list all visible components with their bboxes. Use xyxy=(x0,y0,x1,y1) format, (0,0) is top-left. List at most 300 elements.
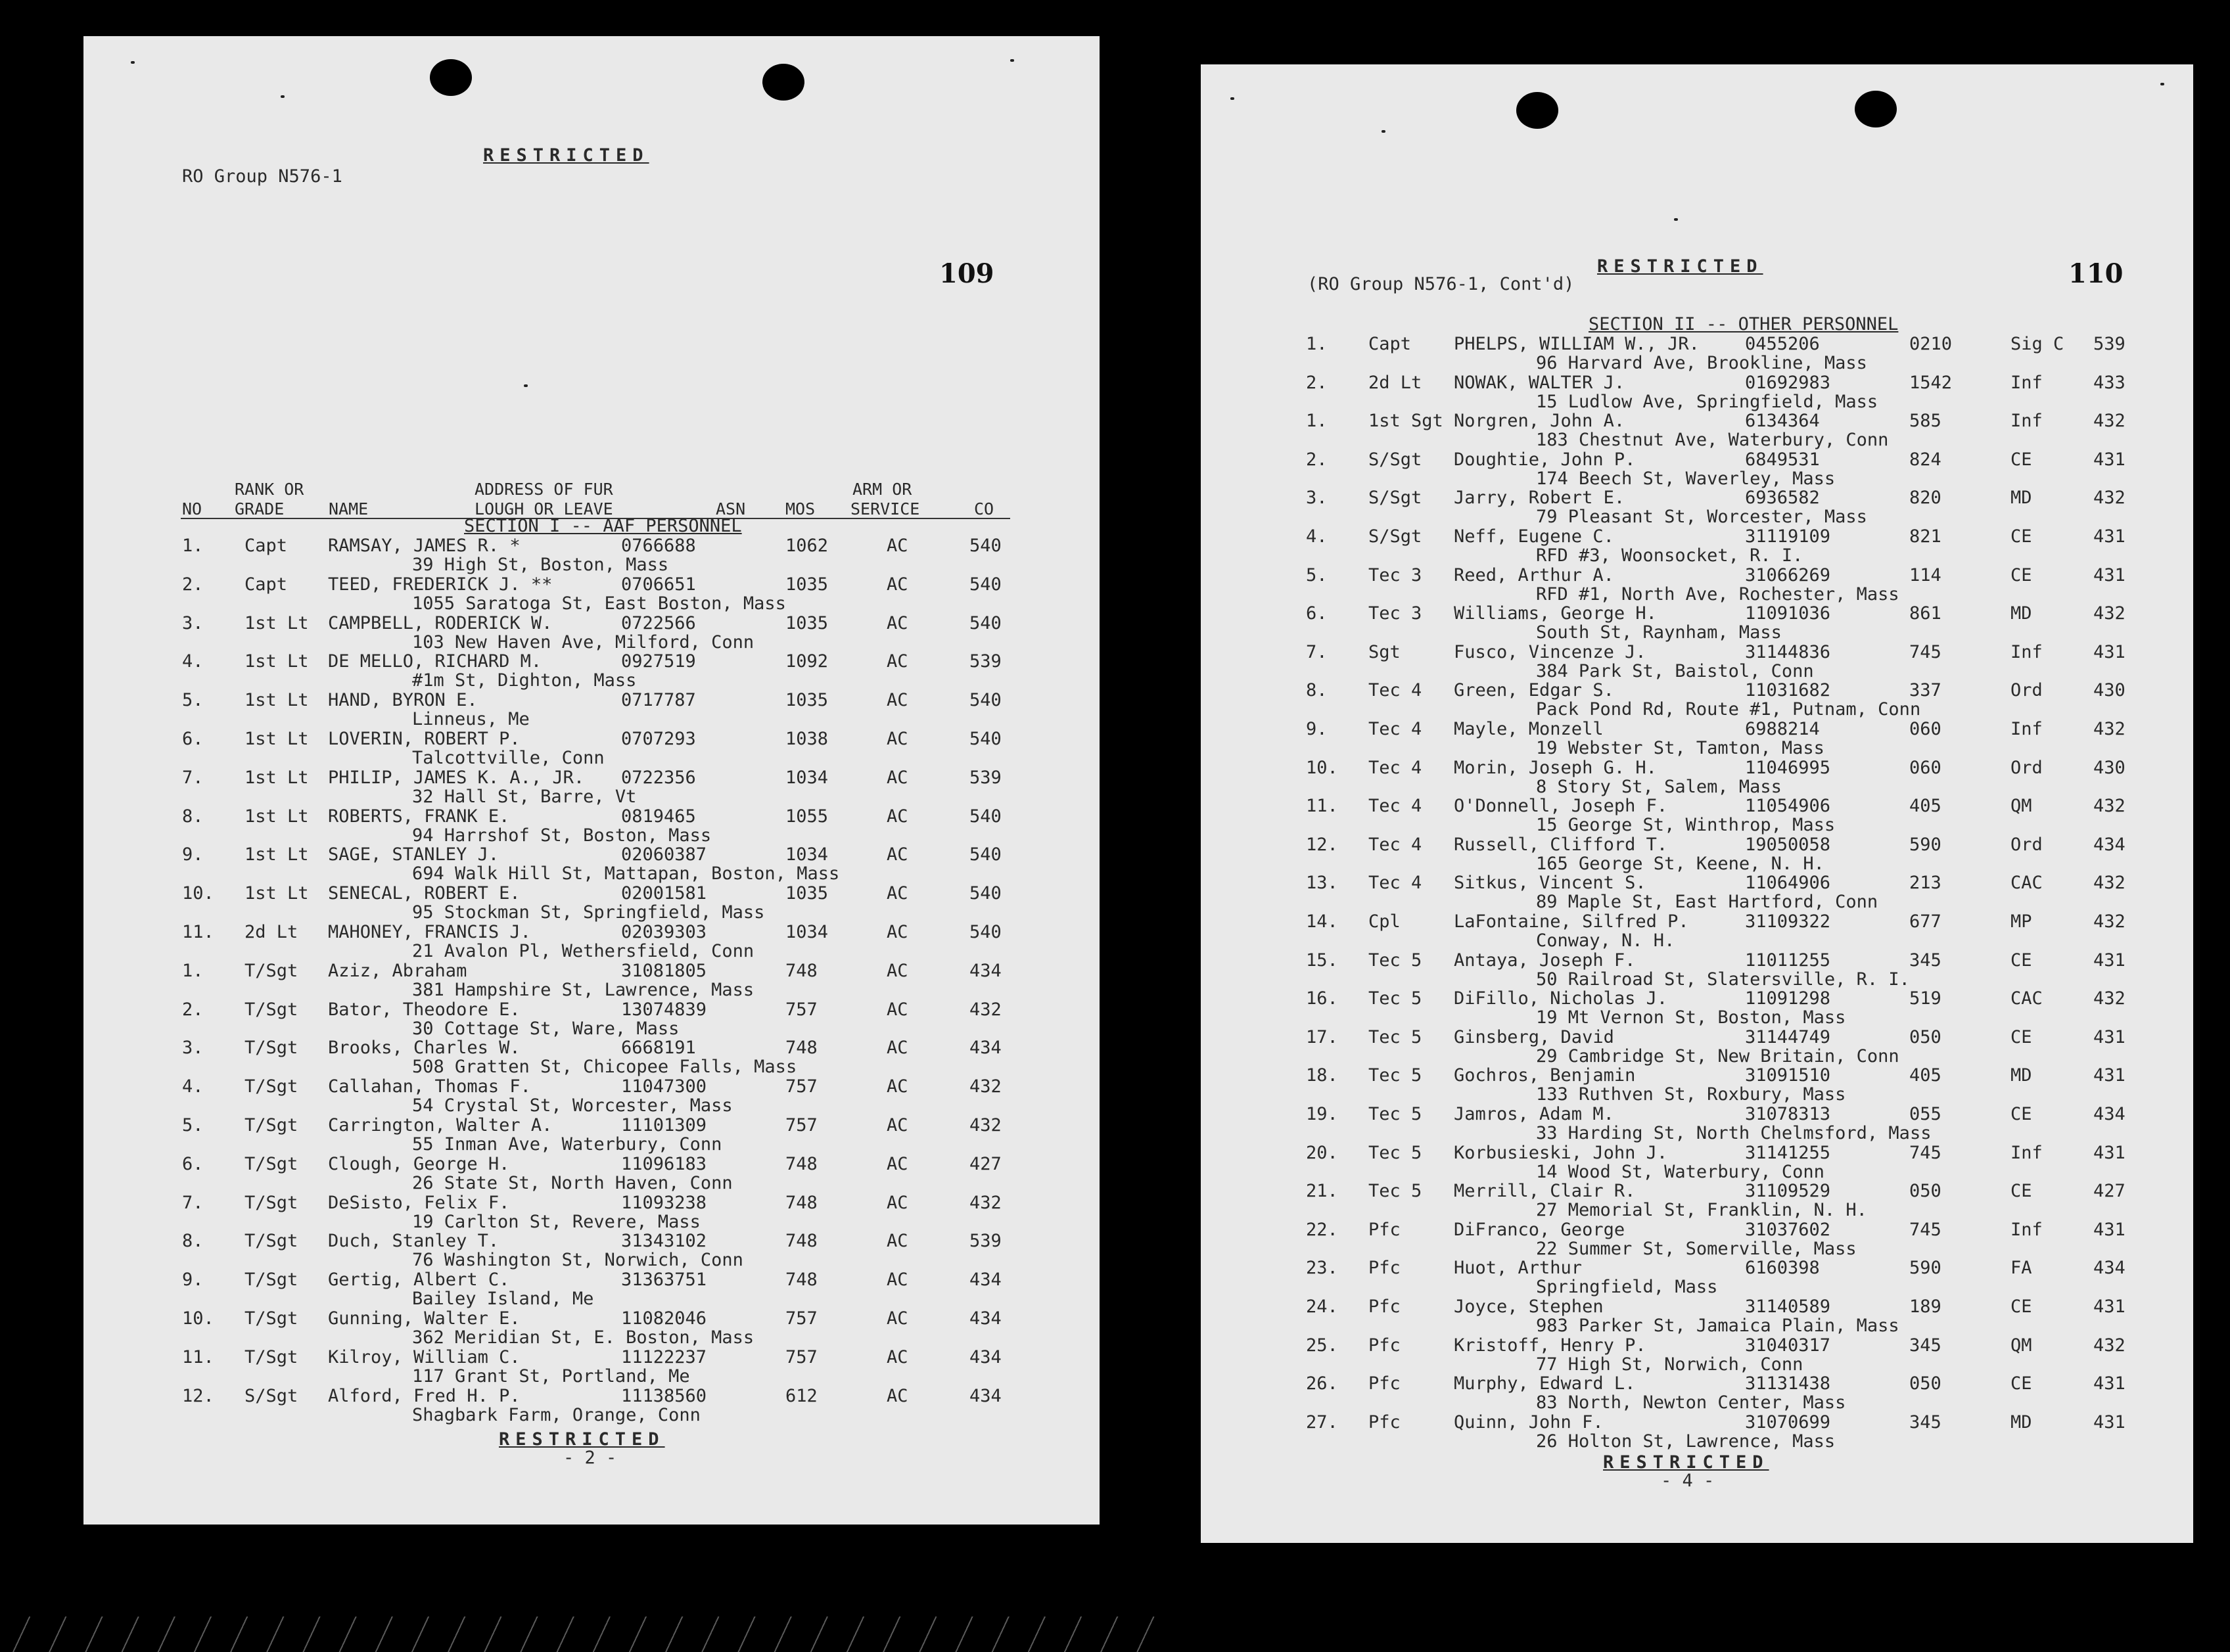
row-rank: S/Sgt xyxy=(244,1385,298,1406)
row-number: 3. xyxy=(182,612,204,633)
row-rank: Pfc xyxy=(1368,1219,1401,1240)
row-asn: 31131438 xyxy=(1745,1373,1831,1394)
row-address: Talcottville, Conn xyxy=(412,748,605,768)
row-address: 95 Stockman St, Springfield, Mass xyxy=(412,902,765,923)
row-asn: 31066269 xyxy=(1745,564,1831,585)
row-company: 539 xyxy=(969,651,1002,672)
row-name: Ginsberg, David xyxy=(1454,1026,1614,1047)
row-rank: Pfc xyxy=(1368,1296,1401,1317)
row-address: 103 New Haven Ave, Milford, Conn xyxy=(412,631,755,653)
row-number: 7. xyxy=(182,767,204,788)
row-number: 27. xyxy=(1306,1411,1338,1433)
row-mos: 757 xyxy=(785,1346,818,1367)
row-company: 540 xyxy=(969,844,1002,865)
row-name: Gochros, Benjamin xyxy=(1454,1065,1636,1086)
row-rank: T/Sgt xyxy=(244,960,298,981)
row-arm-service: Inf xyxy=(2010,1142,2043,1163)
row-address: 15 George St, Winthrop, Mass xyxy=(1536,815,1836,836)
row-address: 19 Mt Vernon St, Boston, Mass xyxy=(1536,1007,1846,1028)
row-rank: Tec 4 xyxy=(1368,757,1422,778)
row-address: Pack Pond Rd, Route #1, Putnam, Conn xyxy=(1536,699,1921,720)
row-rank: Tec 4 xyxy=(1368,719,1422,739)
row-name: Norgren, John A. xyxy=(1454,411,1625,432)
row-rank: 1st Lt xyxy=(244,690,309,711)
row-name: Doughtie, John P. xyxy=(1454,449,1636,470)
row-asn: 0722356 xyxy=(621,767,696,788)
row-mos: 1038 xyxy=(785,729,829,749)
row-address: Springfield, Mass xyxy=(1536,1277,1718,1298)
row-address: 83 North, Newton Center, Mass xyxy=(1536,1392,1846,1413)
row-number: 5. xyxy=(182,1115,204,1136)
row-asn: 11138560 xyxy=(621,1385,707,1406)
row-mos: 745 xyxy=(1909,1219,1941,1240)
row-address: Linneus, Me xyxy=(412,709,530,730)
row-address: 55 Inman Ave, Waterbury, Conn xyxy=(412,1134,722,1155)
row-address: 79 Pleasant St, Worcester, Mass xyxy=(1536,507,1867,528)
row-company: 433 xyxy=(2093,372,2125,393)
row-asn: 11093238 xyxy=(621,1192,707,1213)
row-asn: 6668191 xyxy=(621,1038,696,1059)
row-arm-service: AC xyxy=(887,690,908,711)
row-asn: 11096183 xyxy=(621,1153,707,1174)
row-rank: T/Sgt xyxy=(244,1231,298,1252)
row-mos: 820 xyxy=(1909,488,1941,509)
row-arm-service: CE xyxy=(2010,1104,2032,1124)
row-arm-service: MD xyxy=(2010,1411,2032,1433)
row-address: 21 Avalon Pl, Wethersfield, Conn xyxy=(412,941,755,961)
row-name: Morin, Joseph G. H. xyxy=(1454,757,1657,778)
row-rank: Pfc xyxy=(1368,1411,1401,1433)
row-number: 23. xyxy=(1306,1258,1338,1279)
row-company: 432 xyxy=(2093,1335,2125,1356)
row-mos: 861 xyxy=(1909,603,1941,624)
row-name: Williams, George H. xyxy=(1454,603,1657,624)
col-address-line2: LOUGH OR LEAVE xyxy=(475,499,613,518)
row-name: Duch, Stanley T. xyxy=(328,1231,499,1252)
row-name: Aziz, Abraham xyxy=(328,960,467,981)
row-asn: 31091510 xyxy=(1745,1065,1831,1086)
film-edge-scratches xyxy=(0,1617,1157,1652)
speck xyxy=(1230,97,1234,100)
row-company: 540 xyxy=(969,536,1002,556)
row-company: 539 xyxy=(969,1231,1002,1252)
row-address: 19 Webster St, Tamton, Mass xyxy=(1536,738,1824,758)
row-mos: 114 xyxy=(1909,564,1941,585)
row-company: 432 xyxy=(969,1076,1002,1097)
col-mos: MOS xyxy=(785,499,816,518)
row-rank: 1st Lt xyxy=(244,883,309,904)
col-address-line1: ADDRESS OF FUR xyxy=(475,480,613,499)
row-rank: Pfc xyxy=(1368,1373,1401,1394)
document-page-left xyxy=(83,36,1100,1525)
row-number: 20. xyxy=(1306,1142,1338,1163)
row-name: Alford, Fred H. P. xyxy=(328,1385,521,1406)
row-address: 33 Harding St, North Chelmsford, Mass xyxy=(1536,1123,1932,1143)
row-address: 94 Harrshof St, Boston, Mass xyxy=(412,825,712,846)
row-rank: T/Sgt xyxy=(244,1270,298,1291)
row-asn: 31037602 xyxy=(1745,1219,1831,1240)
row-arm-service: Inf xyxy=(2010,1219,2043,1240)
footer-restricted: RESTRICTED xyxy=(1603,1452,1769,1473)
row-address: 362 Meridian St, E. Boston, Mass xyxy=(412,1327,755,1348)
row-company: 540 xyxy=(969,574,1002,595)
row-rank: Tec 5 xyxy=(1368,1065,1422,1086)
row-name: Gertig, Albert C. xyxy=(328,1270,510,1291)
row-arm-service: Sig C xyxy=(2010,334,2064,354)
row-asn: 31144749 xyxy=(1745,1026,1831,1047)
row-mos: 757 xyxy=(785,1076,818,1097)
row-mos: 748 xyxy=(785,1231,818,1252)
row-company: 434 xyxy=(969,1270,1002,1291)
row-number: 4. xyxy=(182,651,204,672)
section-title: SECTION I -- AAF PERSONNEL xyxy=(464,516,742,536)
row-mos: 1055 xyxy=(785,806,829,827)
page-number: 110 xyxy=(2068,258,2124,289)
row-address: 14 Wood St, Waterbury, Conn xyxy=(1536,1161,1824,1182)
row-number: 16. xyxy=(1306,988,1338,1009)
row-number: 8. xyxy=(182,1231,204,1252)
row-rank: Tec 4 xyxy=(1368,834,1422,855)
row-number: 1. xyxy=(1306,334,1328,354)
row-arm-service: AC xyxy=(887,574,908,595)
row-rank: 1st Lt xyxy=(244,806,309,827)
row-name: Antaya, Joseph F. xyxy=(1454,950,1636,971)
row-asn: 31109322 xyxy=(1745,911,1831,932)
row-number: 11. xyxy=(182,922,214,942)
row-name: CAMPBELL, RODERICK W. xyxy=(328,612,553,633)
row-address: 15 Ludlow Ave, Springfield, Mass xyxy=(1536,391,1878,412)
row-address: 30 Cottage St, Ware, Mass xyxy=(412,1018,680,1039)
row-asn: 0717787 xyxy=(621,690,696,711)
speck xyxy=(281,95,285,98)
row-number: 17. xyxy=(1306,1026,1338,1047)
row-number: 2. xyxy=(1306,372,1328,393)
row-asn: 11047300 xyxy=(621,1076,707,1097)
row-arm-service: CE xyxy=(2010,1026,2032,1047)
row-asn: 11101309 xyxy=(621,1115,707,1136)
row-arm-service: AC xyxy=(887,806,908,827)
row-name: Fusco, Vincenze J. xyxy=(1454,641,1646,662)
row-asn: 02001581 xyxy=(621,883,707,904)
row-company: 431 xyxy=(2093,1065,2125,1086)
row-company: 434 xyxy=(969,1346,1002,1367)
row-arm-service: CAC xyxy=(2010,873,2043,894)
row-mos: 1035 xyxy=(785,690,829,711)
row-asn: 6988214 xyxy=(1745,719,1820,739)
row-address: 54 Crystal St, Worcester, Mass xyxy=(412,1095,733,1116)
row-address: #1m St, Dighton, Mass xyxy=(412,670,637,691)
row-asn: 11064906 xyxy=(1745,873,1831,894)
row-arm-service: MP xyxy=(2010,911,2032,932)
row-arm-service: Ord xyxy=(2010,680,2043,701)
row-mos: 590 xyxy=(1909,834,1941,855)
row-name: Russell, Clifford T. xyxy=(1454,834,1668,855)
row-company: 427 xyxy=(2093,1181,2125,1202)
row-company: 432 xyxy=(2093,796,2125,817)
row-rank: T/Sgt xyxy=(244,1192,298,1213)
speck xyxy=(1382,130,1385,133)
row-mos: 757 xyxy=(785,999,818,1020)
row-address: 29 Cambridge St, New Britain, Conn xyxy=(1536,1045,1899,1067)
row-name: Korbusieski, John J. xyxy=(1454,1142,1668,1163)
row-address: Bailey Island, Me xyxy=(412,1289,594,1310)
row-company: 431 xyxy=(2093,1411,2125,1433)
row-arm-service: AC xyxy=(887,651,908,672)
row-asn: 11091036 xyxy=(1745,603,1831,624)
row-asn: 11091298 xyxy=(1745,988,1831,1009)
row-mos: 821 xyxy=(1909,526,1941,547)
row-mos: 0210 xyxy=(1909,334,1953,354)
row-rank: 2d Lt xyxy=(244,922,298,942)
row-company: 432 xyxy=(2093,719,2125,739)
row-name: Gunning, Walter E. xyxy=(328,1308,521,1329)
row-company: 434 xyxy=(2093,834,2125,855)
row-address: 1055 Saratoga St, East Boston, Mass xyxy=(412,593,786,614)
row-arm-service: AC xyxy=(887,1153,908,1174)
footer-restricted: RESTRICTED xyxy=(499,1429,665,1450)
row-rank: Tec 3 xyxy=(1368,564,1422,585)
row-mos: 745 xyxy=(1909,641,1941,662)
row-rank: T/Sgt xyxy=(244,1038,298,1059)
row-asn: 6936582 xyxy=(1745,488,1820,509)
row-arm-service: AC xyxy=(887,960,908,981)
row-address: 183 Chestnut Ave, Waterbury, Conn xyxy=(1536,430,1889,451)
row-mos: 748 xyxy=(785,960,818,981)
row-mos: 1034 xyxy=(785,767,829,788)
row-name: ROBERTS, FRANK E. xyxy=(328,806,510,827)
row-arm-service: Inf xyxy=(2010,719,2043,739)
row-mos: 060 xyxy=(1909,757,1941,778)
row-mos: 1092 xyxy=(785,651,829,672)
row-name: Murphy, Edward L. xyxy=(1454,1373,1636,1394)
row-arm-service: AC xyxy=(887,1346,908,1367)
row-company: 432 xyxy=(2093,988,2125,1009)
row-number: 12. xyxy=(1306,834,1338,855)
speck xyxy=(524,384,528,387)
row-asn: 0455206 xyxy=(1745,334,1820,354)
row-name: PHELPS, WILLIAM W., JR. xyxy=(1454,334,1700,354)
row-asn: 31141255 xyxy=(1745,1142,1831,1163)
row-number: 6. xyxy=(182,729,204,749)
row-mos: 748 xyxy=(785,1038,818,1059)
row-asn: 31081805 xyxy=(621,960,707,981)
row-number: 26. xyxy=(1306,1373,1338,1394)
row-rank: T/Sgt xyxy=(244,1115,298,1136)
punch-hole xyxy=(430,59,472,96)
row-company: 432 xyxy=(2093,603,2125,624)
row-arm-service: QM xyxy=(2010,796,2032,817)
row-mos: 677 xyxy=(1909,911,1941,932)
row-asn: 01692983 xyxy=(1745,372,1831,393)
row-number: 10. xyxy=(182,883,214,904)
row-company: 540 xyxy=(969,883,1002,904)
row-arm-service: MD xyxy=(2010,488,2032,509)
row-mos: 612 xyxy=(785,1385,818,1406)
row-company: 430 xyxy=(2093,680,2125,701)
row-asn: 19050058 xyxy=(1745,834,1831,855)
row-name: Carrington, Walter A. xyxy=(328,1115,553,1136)
row-asn: 31119109 xyxy=(1745,526,1831,547)
row-arm-service: AC xyxy=(887,612,908,633)
row-rank: 1st Lt xyxy=(244,729,309,749)
row-name: LOVERIN, ROBERT P. xyxy=(328,729,521,749)
row-mos: 337 xyxy=(1909,680,1941,701)
row-company: 540 xyxy=(969,729,1002,749)
row-number: 3. xyxy=(1306,488,1328,509)
row-asn: 0766688 xyxy=(621,536,696,556)
row-company: 432 xyxy=(2093,488,2125,509)
row-arm-service: CE xyxy=(2010,449,2032,470)
row-asn: 31140589 xyxy=(1745,1296,1831,1317)
row-name: DeSisto, Felix F. xyxy=(328,1192,510,1213)
row-rank: 1st Lt xyxy=(244,612,309,633)
speck xyxy=(1010,59,1014,62)
row-number: 21. xyxy=(1306,1181,1338,1202)
row-number: 9. xyxy=(182,844,204,865)
row-company: 432 xyxy=(2093,873,2125,894)
row-mos: 1034 xyxy=(785,844,829,865)
row-number: 9. xyxy=(182,1270,204,1291)
row-number: 7. xyxy=(1306,641,1328,662)
row-arm-service: AC xyxy=(887,1308,908,1329)
row-arm-service: AC xyxy=(887,1192,908,1213)
row-number: 1. xyxy=(182,960,204,981)
row-name: Green, Edgar S. xyxy=(1454,680,1614,701)
speck xyxy=(1674,218,1678,221)
row-asn: 11122237 xyxy=(621,1346,707,1367)
row-name: Callahan, Thomas F. xyxy=(328,1076,531,1097)
row-company: 431 xyxy=(2093,564,2125,585)
row-arm-service: AC xyxy=(887,1038,908,1059)
row-company: 430 xyxy=(2093,757,2125,778)
row-number: 11. xyxy=(1306,796,1338,817)
row-name: SAGE, STANLEY J. xyxy=(328,844,499,865)
row-name: Mayle, Monzell xyxy=(1454,719,1604,739)
row-mos: 405 xyxy=(1909,1065,1941,1086)
row-arm-service: MD xyxy=(2010,1065,2032,1086)
row-asn: 0819465 xyxy=(621,806,696,827)
row-asn: 11082046 xyxy=(621,1308,707,1329)
row-rank: 1st Lt xyxy=(244,651,309,672)
row-name: Kristoff, Henry P. xyxy=(1454,1335,1646,1356)
col-no: NO xyxy=(182,499,202,518)
row-number: 12. xyxy=(182,1385,214,1406)
row-address: 50 Railroad St, Slatersville, R. I. xyxy=(1536,969,1910,990)
row-number: 1. xyxy=(182,536,204,556)
row-address: 133 Ruthven St, Roxbury, Mass xyxy=(1536,1084,1846,1105)
row-company: 431 xyxy=(2093,1142,2125,1163)
row-mos: 1035 xyxy=(785,612,829,633)
row-number: 10. xyxy=(182,1308,214,1329)
row-mos: 1035 xyxy=(785,574,829,595)
row-asn: 31343102 xyxy=(621,1231,707,1252)
row-number: 3. xyxy=(182,1038,204,1059)
row-asn: 31109529 xyxy=(1745,1181,1831,1202)
row-name: TEED, FREDERICK J. ** xyxy=(328,574,553,595)
row-rank: T/Sgt xyxy=(244,1153,298,1174)
row-name: HAND, BYRON E. xyxy=(328,690,478,711)
row-name: SENECAL, ROBERT E. xyxy=(328,883,521,904)
row-rank: Tec 5 xyxy=(1368,1142,1422,1163)
row-company: 539 xyxy=(969,767,1002,788)
row-arm-service: AC xyxy=(887,922,908,942)
row-rank: S/Sgt xyxy=(1368,526,1422,547)
col-arm-line2: SERVICE xyxy=(850,499,920,518)
row-rank: S/Sgt xyxy=(1368,449,1422,470)
row-rank: Tec 4 xyxy=(1368,873,1422,894)
section-title: SECTION II -- OTHER PERSONNEL xyxy=(1589,314,1899,334)
row-rank: Sgt xyxy=(1368,641,1401,662)
row-number: 9. xyxy=(1306,719,1328,739)
row-address: RFD #3, Woonsocket, R. I. xyxy=(1536,545,1803,566)
row-arm-service: CE xyxy=(2010,1373,2032,1394)
row-asn: 31078313 xyxy=(1745,1104,1831,1124)
row-address: 89 Maple St, East Hartford, Conn xyxy=(1536,892,1878,913)
row-number: 4. xyxy=(182,1076,204,1097)
row-arm-service: AC xyxy=(887,1115,908,1136)
punch-hole xyxy=(1516,92,1558,129)
row-mos: 748 xyxy=(785,1153,818,1174)
row-number: 7. xyxy=(182,1192,204,1213)
row-name: Quinn, John F. xyxy=(1454,1411,1604,1433)
row-asn: 31040317 xyxy=(1745,1335,1831,1356)
row-rank: 2d Lt xyxy=(1368,372,1422,393)
row-mos: 1062 xyxy=(785,536,829,556)
row-company: 432 xyxy=(2093,411,2125,432)
row-number: 22. xyxy=(1306,1219,1338,1240)
row-arm-service: Inf xyxy=(2010,641,2043,662)
row-name: Neff, Eugene C. xyxy=(1454,526,1614,547)
row-rank: T/Sgt xyxy=(244,999,298,1020)
row-mos: 824 xyxy=(1909,449,1941,470)
row-rank: Tec 5 xyxy=(1368,1104,1422,1124)
col-co: CO xyxy=(974,499,994,518)
row-address: 174 Beech St, Waverley, Mass xyxy=(1536,468,1836,489)
row-name: DiFranco, George xyxy=(1454,1219,1625,1240)
header-restricted: RESTRICTED xyxy=(483,145,649,166)
row-address: Conway, N. H. xyxy=(1536,930,1675,951)
row-address: 26 State St, North Haven, Conn xyxy=(412,1172,733,1193)
row-name: Clough, George H. xyxy=(328,1153,510,1174)
row-address: 27 Memorial St, Franklin, N. H. xyxy=(1536,1200,1867,1221)
row-name: Merrill, Clair R. xyxy=(1454,1181,1636,1202)
row-rank: Pfc xyxy=(1368,1335,1401,1356)
row-company: 431 xyxy=(2093,1373,2125,1394)
group-label: (RO Group N576-1, Cont'd) xyxy=(1307,274,1575,294)
row-address: South St, Raynham, Mass xyxy=(1536,622,1782,643)
row-name: Brooks, Charles W. xyxy=(328,1038,521,1059)
row-name: PHILIP, JAMES K. A., JR. xyxy=(328,767,585,788)
row-rank: T/Sgt xyxy=(244,1346,298,1367)
col-rank-line2: GRADE xyxy=(235,499,285,518)
row-mos: 189 xyxy=(1909,1296,1941,1317)
row-arm-service: QM xyxy=(2010,1335,2032,1356)
row-rank: Capt xyxy=(1368,334,1412,354)
row-address: RFD #1, North Ave, Rochester, Mass xyxy=(1536,584,1899,605)
footer-page-number: - 4 - xyxy=(1661,1471,1715,1491)
row-address: 96 Harvard Ave, Brookline, Mass xyxy=(1536,353,1867,373)
row-mos: 050 xyxy=(1909,1373,1941,1394)
row-arm-service: CE xyxy=(2010,526,2032,547)
row-rank: Tec 5 xyxy=(1368,988,1422,1009)
row-address: 508 Gratten St, Chicopee Falls, Mass xyxy=(412,1057,797,1078)
row-company: 431 xyxy=(2093,950,2125,971)
row-arm-service: AC xyxy=(887,536,908,556)
row-mos: 345 xyxy=(1909,1335,1941,1356)
header-restricted: RESTRICTED xyxy=(1597,256,1763,277)
row-address: 165 George St, Keene, N. H. xyxy=(1536,853,1824,874)
row-number: 19. xyxy=(1306,1104,1338,1124)
